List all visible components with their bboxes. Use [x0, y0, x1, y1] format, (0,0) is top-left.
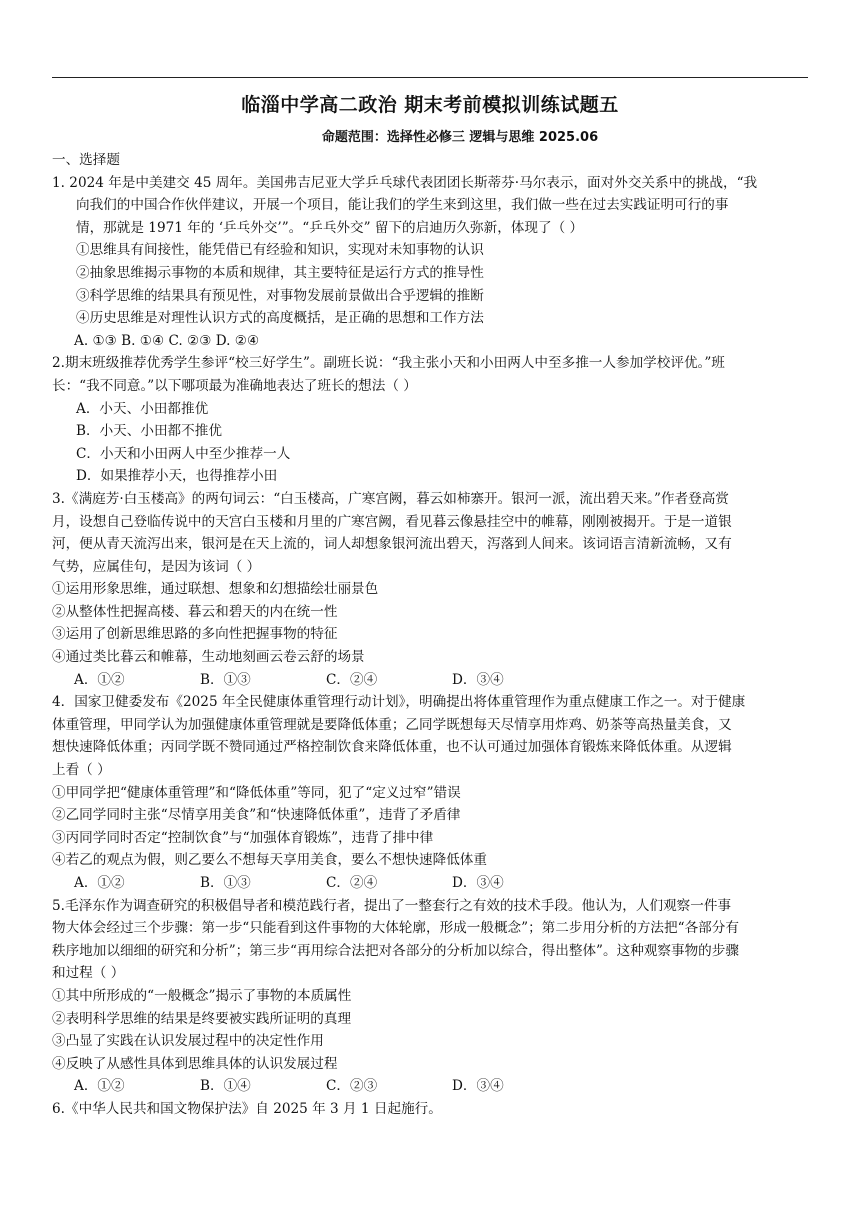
header-rule: [52, 77, 808, 78]
choice-b: B．①④: [200, 1078, 251, 1095]
answer-option: D．如果推荐小天，也得推荐小田: [76, 468, 278, 485]
statement-option: ①运用形象思维，通过联想、想象和幻想描绘壮丽景色: [52, 581, 379, 598]
answer-choices: [52, 669, 808, 692]
question-text-line: 情，那就是 1971 年的 ‘乒乓外交’”。“乒乓外交” 留下的启迪历久弥新，体现了（ ）: [76, 219, 584, 236]
answer-option: A．小天、小田都推优: [76, 400, 209, 417]
answer-option: B．小天、小田都不推优: [76, 423, 222, 440]
question-text-line: 6.《中华人民共和国文物保护法》自 2025 年 3 月 1 日起施行。: [52, 1100, 442, 1117]
question-3: [52, 488, 808, 691]
answer-choices: A. ①③ B. ①④ C. ②③ D. ②④: [74, 332, 260, 349]
question-text-line: 想快速降低体重；丙同学既不赞同通过严格控制饮食来降低体重，也不认可通过加强体育锻炼来降低体重。从逻辑: [52, 739, 732, 756]
choice-d: D．③④: [452, 671, 504, 688]
question-text-line: 1. 2024 年是中美建交 45 周年。美国弗吉尼亚大学乒乓球代表团团长斯蒂芬·马尔表示，面对外交关系中的挑战，“我: [52, 174, 758, 191]
statement-option: ④通过类比暮云和帷幕，生动地刻画云卷云舒的场景: [52, 649, 365, 666]
section-heading: 一、选择题: [52, 152, 120, 168]
question-text-line: 2.期末班级推荐优秀学生参评“校三好学生”。副班长说：“我主张小天和小田两人中至多推一人参加学校评优。”班: [52, 355, 725, 372]
choice-c: C．②④: [326, 671, 378, 688]
statement-option: ②抽象思维揭示事物的本质和规律，其主要特征是运行方式的推导性: [76, 264, 484, 281]
question-1: [52, 172, 808, 353]
page-subtitle: 命题范围：选择性必修三 逻辑与思维 2025.06: [321, 130, 599, 145]
statement-option: ③凸显了实践在认识发展过程中的决定性作用: [52, 1033, 324, 1050]
answer-option: C．小天和小田两人中至少推荐一人: [76, 445, 291, 462]
question-2: [52, 352, 808, 488]
statement-option: ④历史思维是对理性认识方式的高度概括，是正确的思想和工作方法: [76, 310, 484, 327]
question-text-line: 秩序地加以细细的研究和分析”；第三步“再用综合法把对各部分的分析加以综合，得出整体”。这种观察事物的步骤: [52, 942, 739, 959]
question-6: [52, 1098, 808, 1121]
statement-option: ②表明科学思维的结果是终要被实践所证明的真理: [52, 1010, 352, 1027]
choice-a: A．①②: [74, 671, 125, 688]
choice-c: C．②④: [326, 875, 378, 891]
statement-option: ③丙同学同时否定“控制饮食”与“加强体育锻炼”，违背了排中律: [52, 829, 434, 846]
question-text-line: 上看（ ）: [52, 762, 111, 779]
statement-option: ②从整体性把握高楼、暮云和碧天的内在统一性: [52, 603, 338, 620]
question-text-line: 5.毛泽东作为调查研究的积极倡导者和模范践行者，提出了一整套行之有效的技术手段。他认为，人们观察一件事: [52, 897, 732, 914]
choice-c: C．②③: [326, 1078, 378, 1095]
choice-d: D．③④: [452, 1078, 504, 1095]
statement-option: ④若乙的观点为假，则乙要么不想每天享用美食，要么不想快速降低体重: [52, 852, 487, 869]
answer-choices: [52, 1075, 808, 1098]
question-text-line: 3.《满庭芳·白玉楼高》的两句词云：“白玉楼高，广寒宫阙，暮云如柿寨开。银河一派，流出碧天来。”作者登高赏: [52, 490, 729, 507]
statement-option: ③运用了创新思维思路的多向性把握事物的特征: [52, 626, 338, 643]
statement-option: ①甲同学把“健康体重管理”和“降低体重”等同，犯了“定义过窄”错误: [52, 784, 461, 801]
statement-option: ①其中所形成的“一般概念”揭示了事物的本质属性: [52, 987, 352, 1004]
question-5: [52, 895, 808, 1098]
choice-b: B．①③: [200, 671, 251, 688]
question-text-line: 物大体会经过三个步骤：第一步“只能看到这件事物的大体轮廓，形成一般概念”；第二步用分析的方法把“各部分有: [52, 920, 739, 937]
document-body: [52, 149, 808, 1121]
question-4: [52, 691, 808, 894]
statement-option: ①思维具有间接性，能凭借已有经验和知识，实现对未知事物的认识: [76, 242, 484, 259]
question-text-line: 体重管理，甲同学认为加强健康体重管理就是要降低体重；乙同学既想每天尽情享用炸鸡、奶茶等高热量美食，又: [52, 716, 732, 733]
question-text-line: 长：“我不同意。”以下哪项最为准确地表达了班长的想法（ ）: [52, 377, 417, 394]
page-title: 临淄中学高二政治 期末考前模拟训练试题五: [241, 94, 619, 116]
statement-option: ③科学思维的结果具有预见性，对事物发展前景做出合乎逻辑的推断: [76, 287, 484, 304]
question-text-line: 河，便从青天流泻出来，银河是在天上流的，词人却想象银河流出碧天，泻落到人间来。该词语言清新流畅，又有: [52, 536, 732, 553]
statement-option: ②乙同学同时主张“尽情享用美食”和“快速降低体重”，违背了矛盾律: [52, 807, 461, 824]
question-text-line: 向我们的中国合作伙伴建议，开展一个项目，能让我们的学生来到这里，我们做一些在过去实践证明可行的事: [76, 197, 729, 214]
statement-option: ④反映了从感性具体到思维具体的认识发展过程: [52, 1055, 338, 1072]
answer-choices: [52, 872, 808, 895]
question-text-line: 4．国家卫健委发布《2025 年全民健康体重管理行动计划》，明确提出将体重管理作为重点健康工作之一。对于健康: [52, 694, 746, 711]
question-text-line: 月，设想自己登临传说中的天宫白玉楼和月里的广寒宫阙，看见暮云像悬挂空中的帷幕，刚刚被揭开。于是一道银: [52, 513, 732, 530]
choice-a: A．①②: [74, 875, 125, 891]
question-text-line: 和过程（ ）: [52, 965, 125, 982]
choice-b: B．①③: [200, 875, 251, 891]
choice-a: A．①②: [74, 1078, 125, 1095]
question-text-line: 气势，应属佳句，是因为该词（ ）: [52, 558, 261, 575]
choice-d: D．③④: [452, 875, 504, 891]
